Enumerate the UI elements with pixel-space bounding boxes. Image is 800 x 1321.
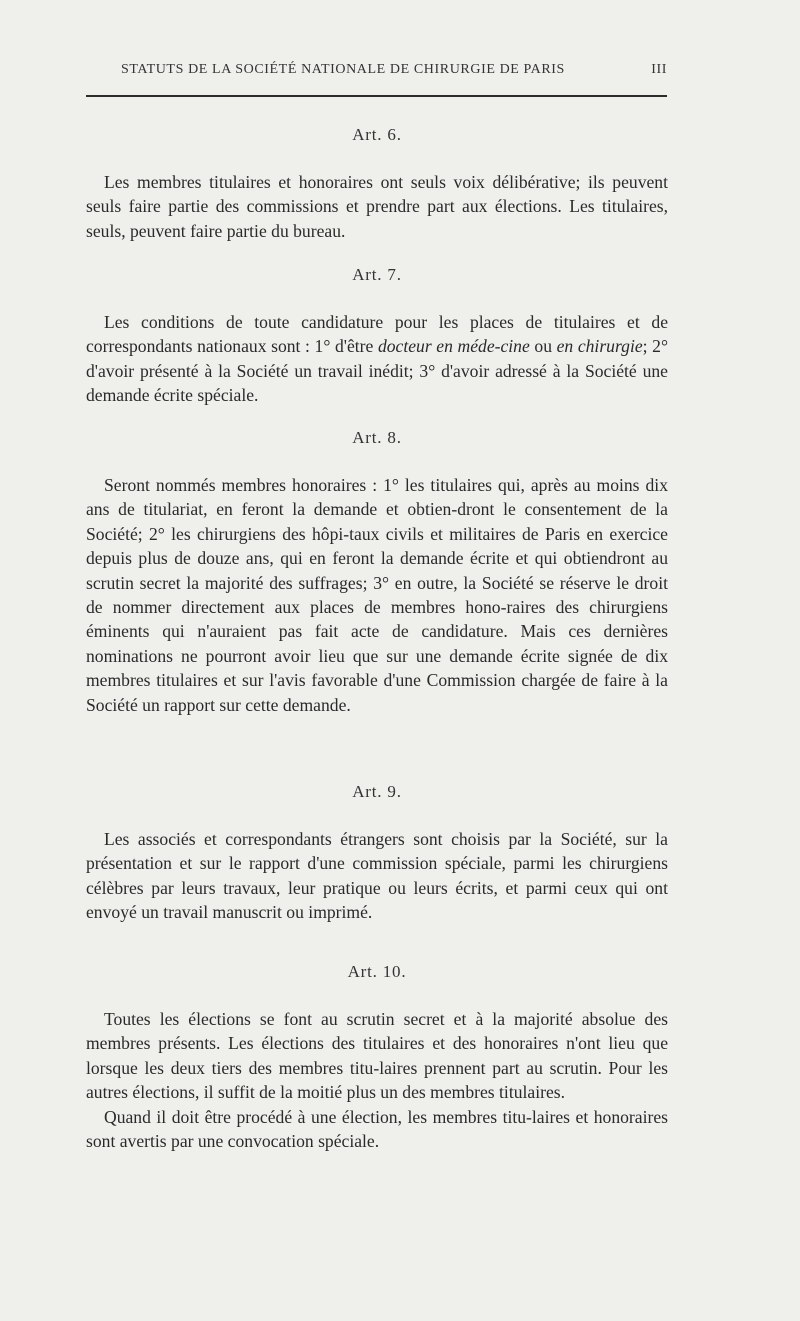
article-paragraph: Seront nommés membres honoraires : 1° les titulaires qui, après au moins dix ans de titulariat, en feront la demande et obtien-dront le consentement de la Société; 2° les chirurgiens des hôpi-taux civils et militaires de Paris en exercice depuis plus de douze ans, qui en feront la demande écrite et qui obtiendront au scrutin secret la majorité des suffrages; 3° en outre, la Société se réserve le droit de nommer directement aux places de membres hono-raires des chirurgiens éminents qui n'auraient pas fait acte de candidature. Mais ces dernières nominations ne pourront avoir lieu que sur une demande écrite signée de dix membres titulaires et sur l'avis favorable d'une Commission chargée de faire à la Société un rapport sur cette demande. [86, 475, 668, 715]
article-paragraph: Les membres titulaires et honoraires ont seuls voix délibérative; ils peuvent seuls faire partie des commissions et prendre part aux élections. Les titulaires, seuls, peuvent faire partie du bureau. [86, 172, 668, 241]
article-10 [86, 962, 668, 1153]
article-title: Art. 6. [352, 125, 402, 144]
article-title: Art. 8. [352, 428, 402, 447]
article-title: Art. 9. [352, 782, 402, 801]
article-paragraph [86, 310, 668, 408]
article-8 [86, 428, 668, 717]
article-9 [86, 782, 668, 925]
running-head-title: STATUTS DE LA SOCIÉTÉ NATIONALE DE CHIRURGIE DE PARIS [121, 62, 565, 77]
article-7 [86, 265, 668, 408]
text-run: ; 2° d'avoir présenté à la Société un travail inédit; 3° d'avoir adressé à la Société une demande écrite spéciale. [86, 336, 668, 406]
article-paragraph: Toutes les élections se font au scrutin secret et à la majorité absolue des membres présents. Les élections des titulaires et des honoraires n'ont lieu que lorsque les deux tiers des membres titu-laires prennent part au scrutin. Pour les autres élections, il suffit de la moitié plus un des membres titulaires. [86, 1009, 668, 1103]
italic-text: en chirurgie [556, 336, 643, 357]
text-run: ou [529, 336, 557, 357]
article-paragraph: Les associés et correspondants étrangers sont choisis par la Société, sur la présentation et sur le rapport d'une commission spéciale, parmi les chirurgiens célèbres par leurs travaux, leur pratique ou leurs écrits, et parmi ceux qui ont envoyé un travail manuscrit ou imprimé. [86, 829, 668, 923]
italic-text: docteur en méde-cine [377, 336, 530, 357]
page-number: III [651, 62, 667, 77]
article-6 [86, 125, 668, 243]
header-rule [86, 95, 667, 97]
text-run: Les conditions de toute candidature pour les places de titulaires et de correspondants nationaux sont : 1° d'être [86, 312, 668, 357]
article-title: Art. 7. [352, 265, 402, 284]
article-paragraph: Quand il doit être procédé à une élection, les membres titu-laires et honoraires sont avertis par une convocation spéciale. [86, 1106, 668, 1152]
article-title: Art. 10. [347, 962, 407, 981]
